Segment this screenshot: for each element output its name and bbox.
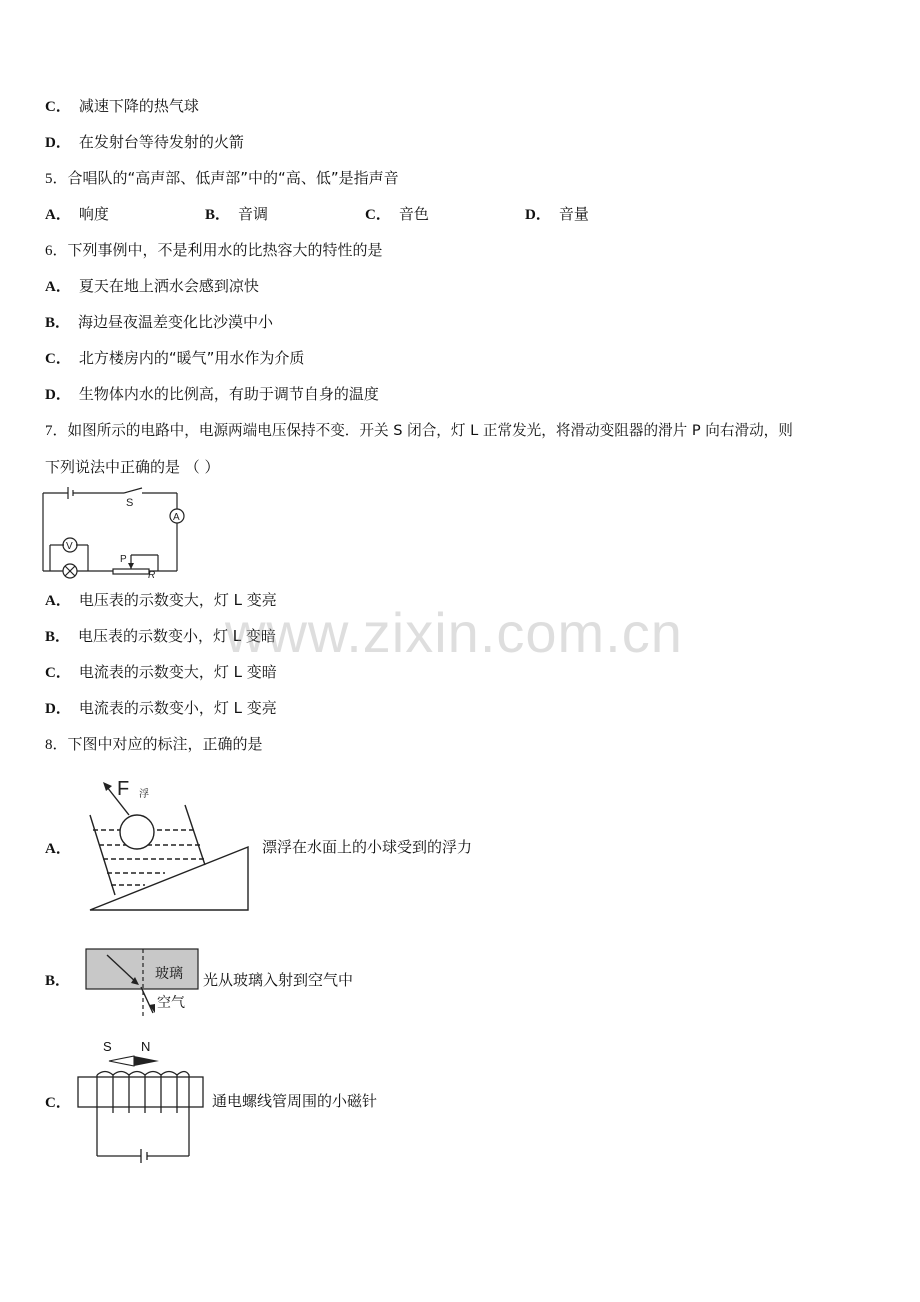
q8-c-solenoid-figure: [75, 1035, 210, 1165]
air-label: 空气: [157, 994, 185, 1010]
q4-option-c: C． 减速下降的热气球: [45, 97, 199, 115]
q8-option-b-caption: 光从玻璃入射到空气中: [203, 971, 354, 989]
q6-option-c: C． 北方楼房内的“暖气”用水作为介质: [45, 349, 305, 367]
q7-circuit-diagram: [40, 483, 190, 581]
q4-option-d: D． 在发射台等待发射的火箭: [45, 133, 244, 151]
q7-option-b: B． 电压表的示数变小，灯 L 变暗: [45, 627, 276, 645]
q8-option-c-caption: 通电螺线管周围的小磁针: [212, 1092, 378, 1110]
q7-stem-line2: 下列说法中正确的是 （ ）: [45, 458, 220, 476]
q8-b-refraction-figure: [85, 947, 203, 1019]
q7-stem-line1: 7．如图所示的电路中，电源两端电压保持不变．开关 S 闭合，灯 L 正常发光，将滑动变阻器的滑片 P 向右滑动，则: [45, 422, 793, 439]
resistor-label-r: R: [148, 570, 156, 581]
compass-label-n: N: [141, 1039, 151, 1054]
q8-option-a-caption: 漂浮在水面上的小球受到的浮力: [262, 838, 473, 856]
q8-option-a-label: A．: [45, 841, 71, 857]
q6-stem: 6．下列事例中，不是利用水的比热容大的特性的是: [45, 241, 383, 259]
q7-option-c: C． 电流表的示数变大，灯 L 变暗: [45, 663, 277, 681]
q5-option-a: A． 响度: [45, 205, 109, 223]
force-label-f: F: [117, 778, 130, 800]
q6-option-d: D． 生物体内水的比例高，有助于调节自身的温度: [45, 385, 379, 403]
q5-option-b: B． 音调: [205, 205, 269, 223]
compass-label-s: S: [103, 1039, 112, 1054]
q6-option-b: B． 海边昼夜温差变化比沙漠中小: [45, 313, 274, 331]
force-subscript: 浮: [139, 789, 149, 800]
q5-option-c: C． 音色: [365, 205, 429, 223]
q8-stem: 8．下图中对应的标注，正确的是: [45, 735, 263, 753]
slider-label-p: P: [120, 554, 127, 565]
q7-option-d: D． 电流表的示数变小，灯 L 变亮: [45, 699, 277, 717]
q5-stem: 5．合唱队的“高声部、低声部”中的“高、低”是指声音: [45, 169, 399, 187]
compass-needle-north: [134, 1056, 159, 1066]
q8-option-c-label: C．: [45, 1095, 71, 1111]
q8-a-floating-ball-figure: [85, 775, 255, 913]
switch-label-s: S: [126, 497, 134, 509]
q8-option-b-label: B．: [45, 973, 71, 989]
compass-needle-south: [109, 1056, 134, 1066]
q7-option-a: A． 电压表的示数变大，灯 L 变亮: [45, 591, 277, 609]
q6-option-a: A． 夏天在地上洒水会感到凉快: [45, 277, 259, 295]
q5-option-d: D． 音量: [525, 205, 589, 223]
glass-label: 玻璃: [155, 965, 183, 981]
ammeter-label-a: A: [173, 512, 180, 523]
voltmeter-label-v: V: [66, 541, 73, 552]
watermark: www.zixin.com.cn: [225, 601, 683, 664]
